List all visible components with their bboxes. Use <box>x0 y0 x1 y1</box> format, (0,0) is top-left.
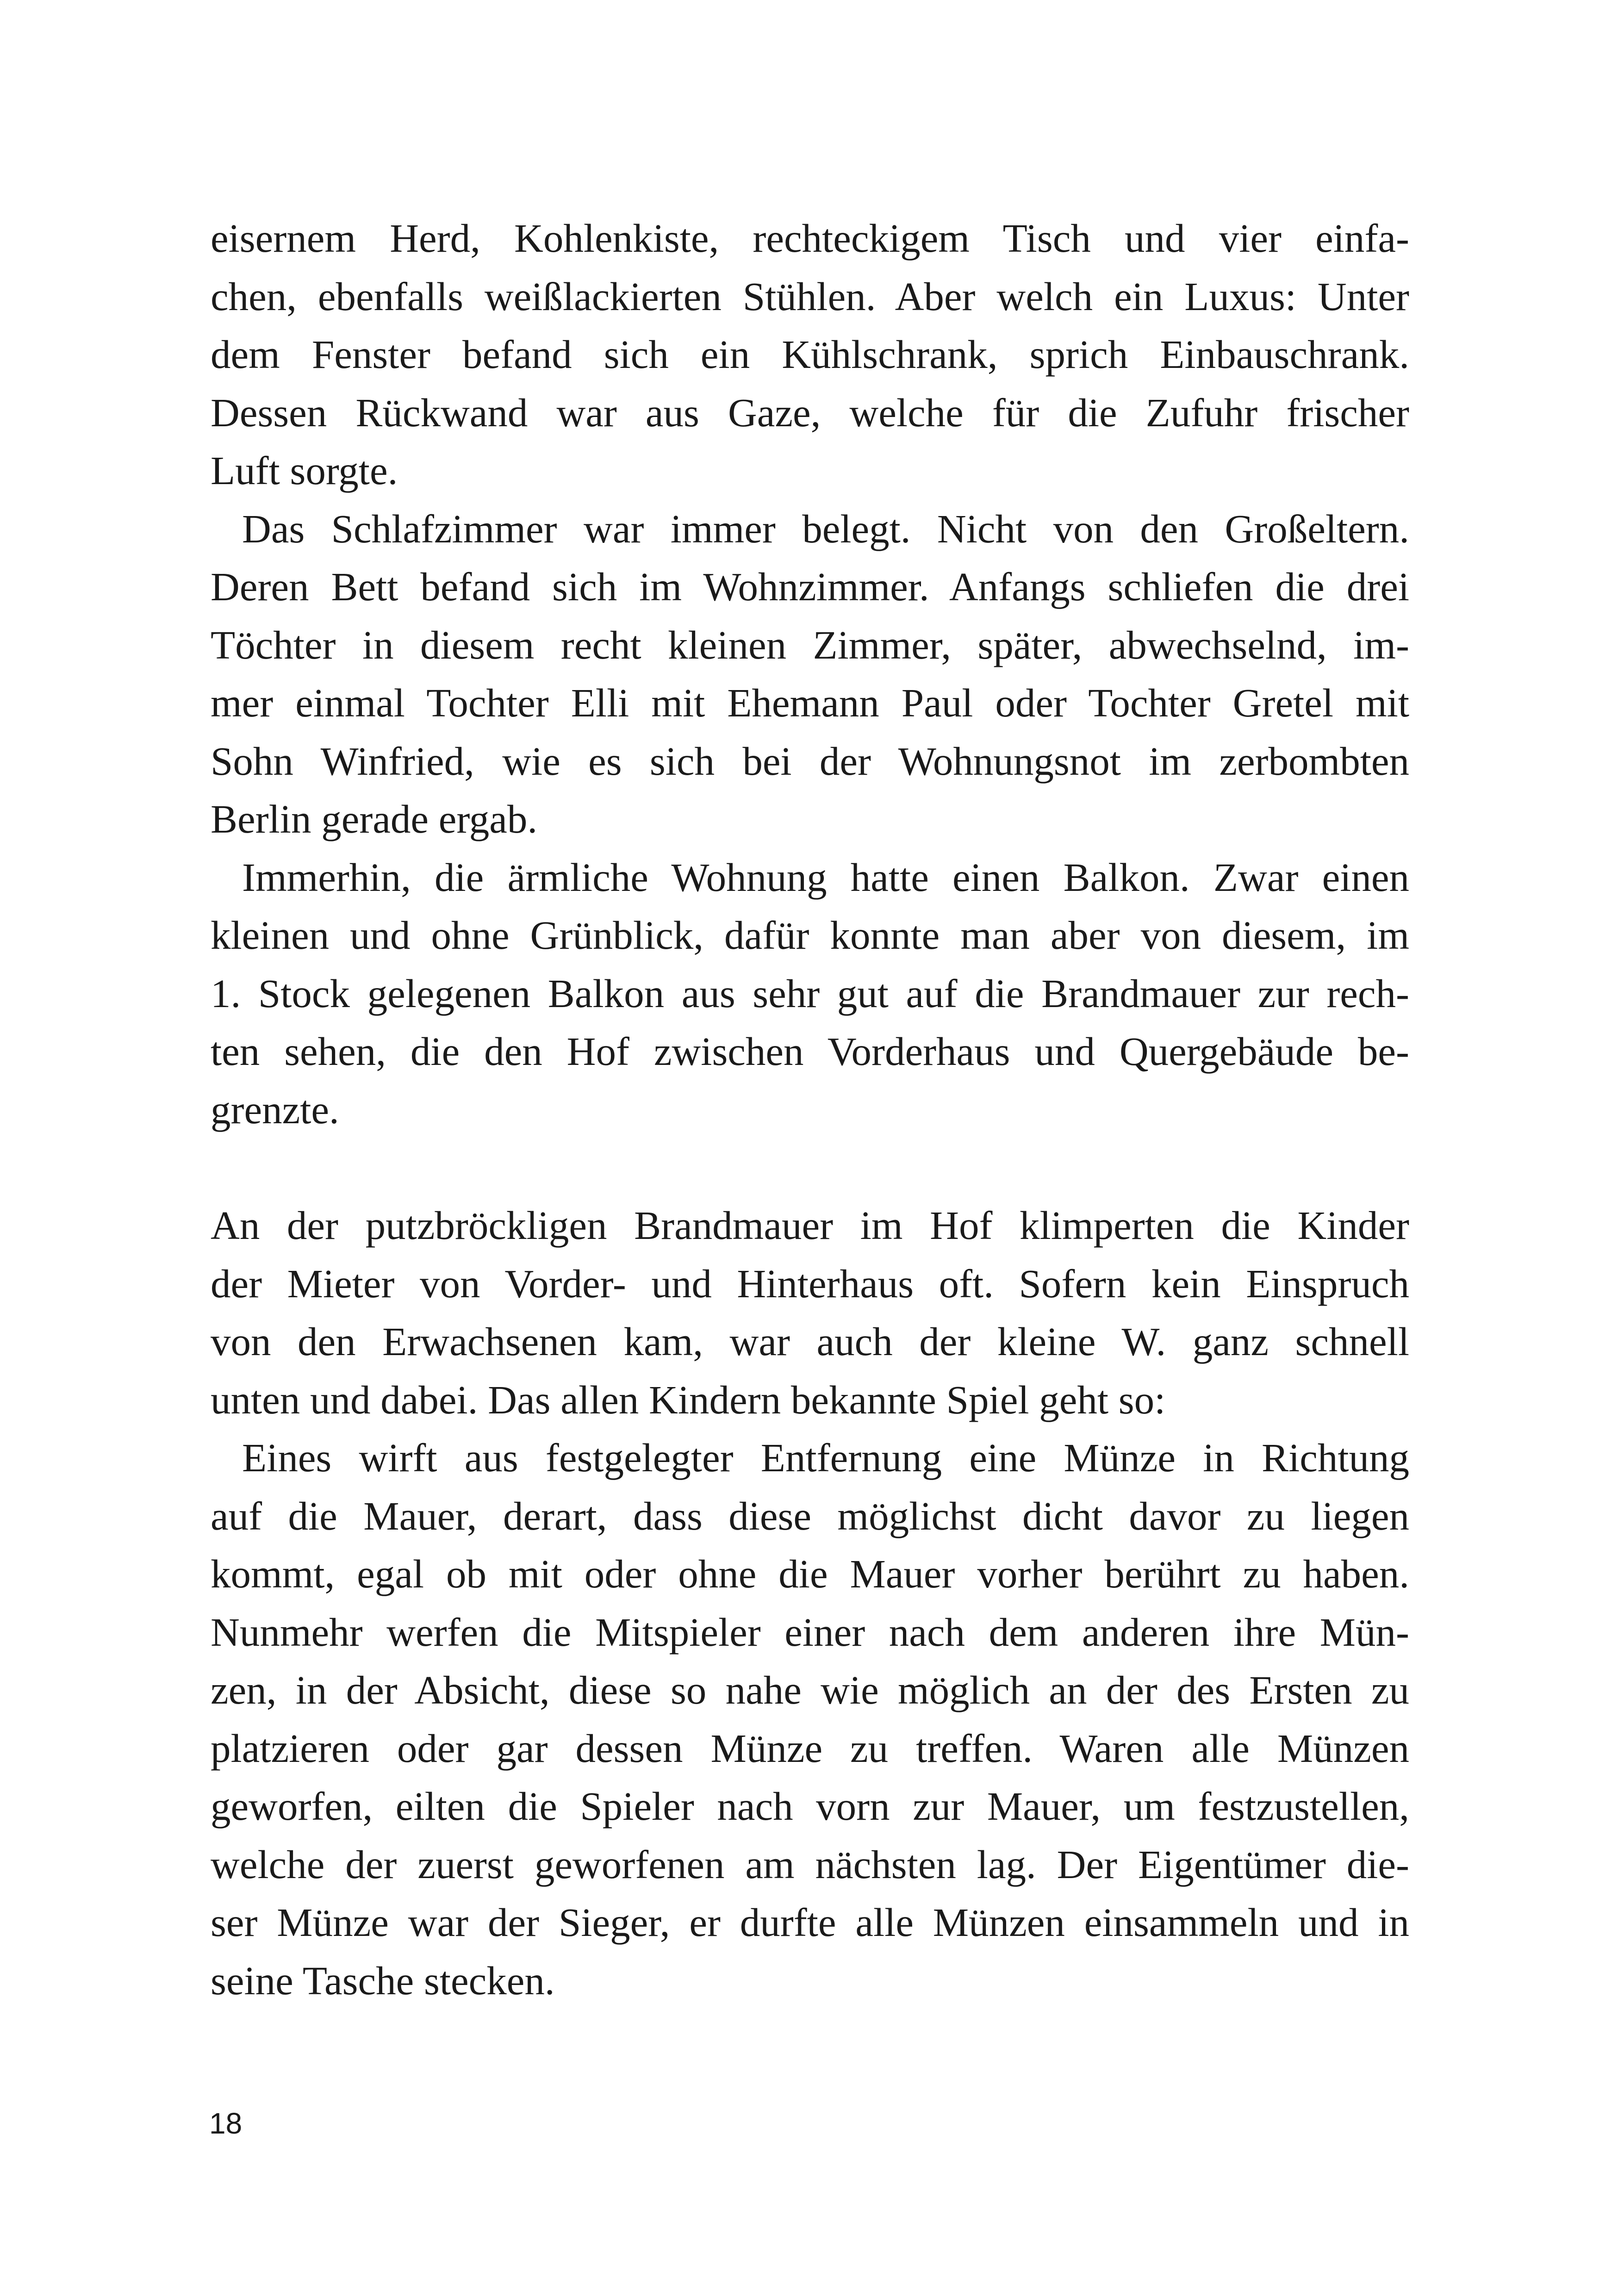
text-line: ser Münze war der Sieger, er durfte alle Münzen einsammeln und in <box>211 1900 1409 1945</box>
text-line: dem Fenster befand sich ein Kühlschrank, sprich Einbauschrank. <box>211 332 1409 377</box>
text-line: grenzte. <box>211 1087 339 1132</box>
text-line: Nunmehr werfen die Mitspieler einer nach dem anderen ihre Mün- <box>211 1609 1409 1655</box>
text-line: Immerhin, die ärmliche Wohnung hatte einen Balkon. Zwar einen <box>242 854 1409 900</box>
book-page-text <box>211 209 1409 2010</box>
text-line: kommt, egal ob mit oder ohne die Mauer vorher berührt zu haben. <box>211 1551 1409 1596</box>
paragraph <box>211 848 1409 1139</box>
text-line: seine Tasche stecken. <box>211 1958 555 2003</box>
text-line: An der putzbröckligen Brandmauer im Hof klimperten die Kinder <box>211 1203 1409 1248</box>
text-line: Deren Bett befand sich im Wohnzimmer. Anfangs schliefen die drei <box>211 564 1409 609</box>
text-line: Luft sorgte. <box>211 448 398 493</box>
text-line: Sohn Winfried, wie es sich bei der Wohnungsnot im zerbombten <box>211 738 1409 784</box>
text-line: Das Schlafzimmer war immer belegt. Nicht von den Großeltern. <box>242 506 1409 551</box>
text-line: Dessen Rückwand war aus Gaze, welche für die Zufuhr frischer <box>211 390 1409 435</box>
text-line: unten und dabei. Das allen Kindern bekannte Spiel geht so: <box>211 1377 1166 1422</box>
text-line: auf die Mauer, derart, dass diese möglichst dicht davor zu liegen <box>211 1493 1409 1538</box>
paragraph <box>211 500 1409 848</box>
text-line: Töchter in diesem recht kleinen Zimmer, später, abwechselnd, im- <box>211 622 1409 667</box>
text-line: Berlin gerade ergab. <box>211 796 538 841</box>
page-number: 18 <box>209 2107 243 2140</box>
text-line: mer einmal Tochter Elli mit Ehemann Paul oder Tochter Gretel mit <box>211 680 1409 725</box>
paragraph <box>211 1196 1409 1429</box>
text-line: ten sehen, die den Hof zwischen Vorderhaus und Quergebäude be- <box>211 1029 1409 1074</box>
text-line: 1. Stock gelegenen Balkon aus sehr gut auf die Brandmauer zur rech- <box>211 971 1409 1016</box>
section-break <box>211 1139 1409 1196</box>
text-line: geworfen, eilten die Spieler nach vorn zur Mauer, um festzustellen, <box>211 1784 1409 1829</box>
text-line: eisernem Herd, Kohlenkiste, rechteckigem Tisch und vier einfa- <box>211 216 1409 261</box>
text-line: platzieren oder gar dessen Münze zu treffen. Waren alle Münzen <box>211 1725 1409 1771</box>
text-line: chen, ebenfalls weißlackierten Stühlen. Aber welch ein Luxus: Unter <box>211 274 1409 319</box>
text-line: von den Erwachsenen kam, war auch der kleine W. ganz schnell <box>211 1319 1409 1364</box>
text-line: welche der zuerst geworfenen am nächsten lag. Der Eigentümer die- <box>211 1842 1409 1887</box>
paragraph <box>211 1429 1409 2010</box>
text-line: Eines wirft aus festgelegter Entfernung eine Münze in Richtung <box>242 1435 1409 1480</box>
text-line: zen, in der Absicht, diese so nahe wie möglich an der des Ersten zu <box>211 1668 1409 1712</box>
paragraph <box>211 209 1409 500</box>
text-line: kleinen und ohne Grünblick, dafür konnte man aber von diesem, im <box>211 913 1409 958</box>
text-line: der Mieter von Vorder- und Hinterhaus oft. Sofern kein Einspruch <box>211 1261 1409 1306</box>
